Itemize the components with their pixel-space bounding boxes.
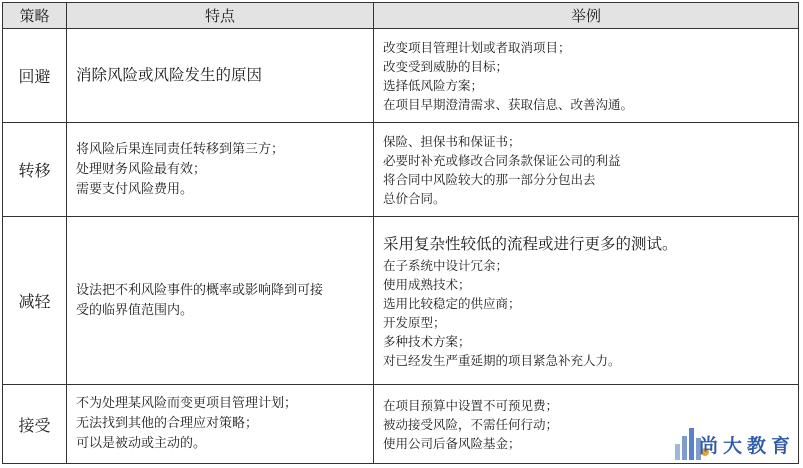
- example-line: 在项目早期澄清需求、获取信息、改善沟通。: [383, 96, 634, 112]
- row-transfer: [3, 123, 799, 217]
- example-line: 必要时补充或修改合同条款保证公司的利益: [383, 152, 621, 168]
- feature-line: 受的临界值范围内。: [76, 302, 194, 318]
- feature-cell: [67, 385, 374, 464]
- header-feature: 特点: [67, 3, 374, 29]
- example-cell: [374, 123, 799, 217]
- feature-line: 需要支付风险费用。: [76, 181, 194, 197]
- example-line: 被动接受风险，不需任何行动；: [383, 416, 559, 432]
- header-strategy: 策略: [3, 3, 67, 29]
- example-line: 总价合同。: [383, 190, 446, 206]
- example-line: 在项目预算中设置不可预见费；: [383, 397, 559, 413]
- example-line: 多种技术方案；: [383, 333, 471, 349]
- strategy-cell: 回避: [3, 29, 67, 123]
- feature-line: 无法找到其他的合理应对策略；: [76, 416, 259, 431]
- feature-line: 处理财务风险最有效；: [76, 161, 207, 177]
- example-line: 对已经发生严重延期的项目紧急补充人力。: [383, 352, 621, 368]
- header-row: [3, 3, 799, 29]
- example-line: 使用公司后备风险基金；: [383, 435, 521, 451]
- example-line: 开发原型；: [383, 314, 446, 330]
- feature-line: 将风险后果连同责任转移到第三方；: [76, 141, 285, 157]
- watermark-logo: [665, 420, 795, 464]
- feature-line: 设法把不利风险事件的概率或影响降到可接: [76, 282, 324, 298]
- row-mitigate: [3, 217, 799, 385]
- example-cell: [374, 217, 799, 385]
- watermark-text: 尚大教育: [698, 435, 795, 457]
- strategy-cell: 减轻: [3, 217, 67, 385]
- feature-line: 不为处理某风险而变更项目管理计划；: [76, 396, 298, 411]
- strategy-cell: 转移: [3, 123, 67, 217]
- feature-cell: [67, 123, 374, 217]
- example-line: 使用成熟技术；: [383, 276, 471, 292]
- risk-response-table: [2, 2, 799, 464]
- example-line: 保险、担保书和保证书；: [383, 133, 521, 149]
- example-line: 采用复杂性较低的流程或进行更多的测试。: [383, 234, 678, 253]
- header-example: 举例: [374, 3, 799, 29]
- feature-line: 可以是被动或主动的。: [76, 436, 207, 451]
- example-cell: [374, 29, 799, 123]
- feature-cell: [67, 29, 374, 123]
- example-line: 改变项目管理计划或者取消项目；: [383, 39, 571, 55]
- strategy-cell: 接受: [3, 385, 67, 464]
- row-avoid: [3, 29, 799, 123]
- example-line: 将合同中风险较大的那一部分分包出去: [383, 171, 596, 187]
- feature-line: 消除风险或风险发生的原因: [76, 66, 263, 84]
- example-line: 选用比较稳定的供应商；: [383, 295, 521, 311]
- example-line: 在子系统中设计冗余；: [383, 257, 509, 273]
- example-line: 改变受到威胁的目标；: [383, 58, 509, 74]
- feature-cell: [67, 217, 374, 385]
- example-line: 选择低风险方案；: [383, 77, 484, 93]
